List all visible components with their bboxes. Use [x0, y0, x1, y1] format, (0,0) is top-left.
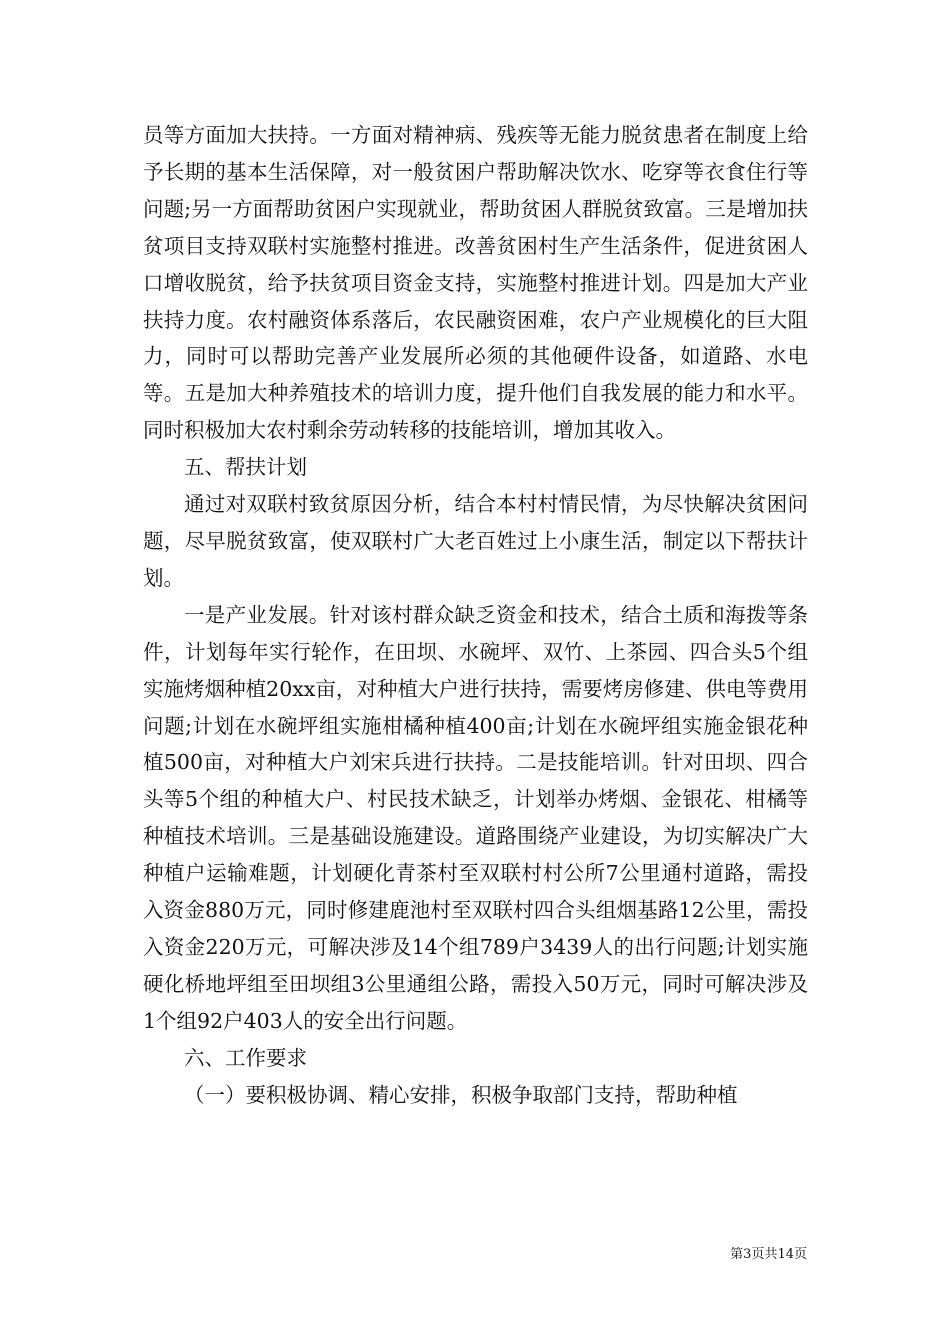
paragraph-requirement-one: （一）要积极协调、精心安排，积极争取部门支持，帮助种植 — [184, 1082, 738, 1107]
section-heading-work-requirements: 六、工作要求 — [184, 1045, 307, 1070]
section-heading-assistance-plan: 五、帮扶计划 — [184, 455, 307, 480]
paragraph-support-measures: 员等方面加大扶持。一方面对精神病、残疾等无能力脱贫患者在制度上给予长期的基本生活保障，对一般贫困户帮助解决饮水、吃穿等衣食住行等问题;另一方面帮助贫困户实现就业，帮助贫困人群脱贫致富。三是增加扶贫项目支持双联村实施整村推进。改善贫困村生产生活条件，促进贫困人口增收脱贫，给予扶贫项目资金支持，实施整村推进计划。四是加大产业扶持力度。农村融资体系落后，农民融资困难，农户产业规模化的巨大阻力，同时可以帮助完善产业发展所必须的其他硬件设备，如道路、水电等。五是加大种养殖技术的培训力度，提升他们自我发展的能力和水平。同时积极加大农村剩余劳动转移的技能培训，增加其收入。 — [143, 123, 808, 443]
body-text — [143, 117, 808, 1113]
page-number: 第3页共14页 — [730, 1247, 807, 1262]
paragraph-plan-details: 一是产业发展。针对该村群众缺乏资金和技术，结合土质和海拨等条件，计划每年实行轮作，在田坝、水碗坪、双竹、上茶园、四合头5个组实施烤烟种植20xx亩，对种植大户进行扶持，需要烤房修建、供电等费用问题;计划在水碗坪组实施柑橘种植400亩;计划在水碗坪组实施金银花种植500亩，对种植大户刘宋兵进行扶持。二是技能培训。针对田坝、四合头等5个组的种植大户、村民技术缺乏，计划举办烤烟、金银花、柑橘等种植技术培训。三是基础设施建设。道路围绕产业建设，为切实解决广大种植户运输难题，计划硬化青茶村至双联村村公所7公里通村道路，需投入资金880万元，同时修建鹿池村至双联村四合头组烟基路12公里，需投入资金220万元，可解决涉及14个组789户3439人的出行问题;计划实施硬化桥地坪组至田坝组3公里通组公路，需投入50万元，同时可解决涉及1个组92户403人的安全出行问题。 — [143, 602, 808, 1033]
paragraph-plan-intro: 通过对双联村致贫原因分析，结合本村村情民情，为尽快解决贫困问题，尽早脱贫致富，使双联村广大老百姓过上小康生活，制定以下帮扶计划。 — [143, 492, 808, 590]
